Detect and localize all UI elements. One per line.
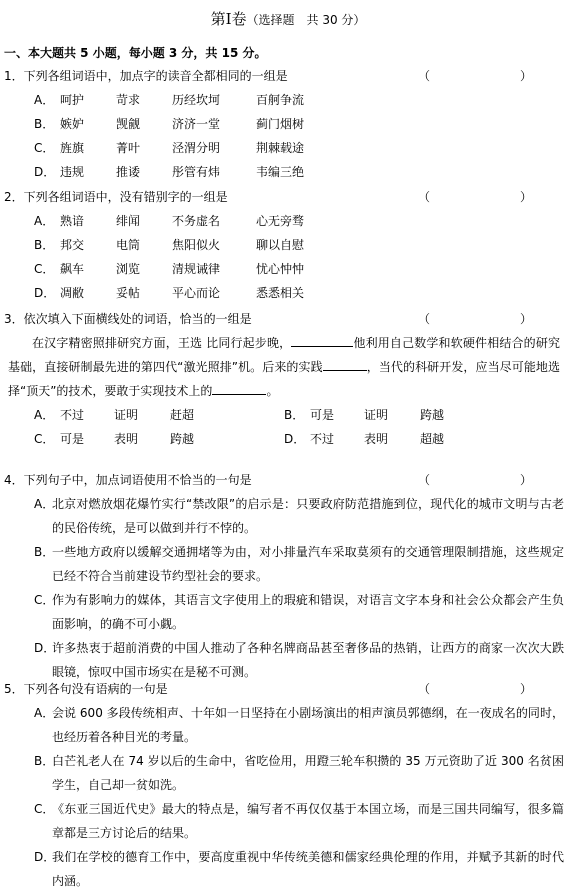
question-2 [4, 185, 564, 305]
option-word: 熟谙 [60, 214, 85, 228]
option-label: A． [34, 408, 55, 422]
fill-blank[interactable] [291, 332, 353, 347]
option-word: 忧心忡忡 [256, 262, 305, 276]
option-label: D． [34, 850, 56, 864]
page-title [0, 8, 576, 29]
option-text: 一些地方政府以缓解交通拥堵等为由，对小排量汽车采取莫须有的交通管理限制措施，这些规定已经不符合当前建设节约型社会的要求。 [52, 545, 564, 583]
option-word: 赶超 [170, 408, 195, 422]
option-word: 平心而论 [172, 286, 221, 300]
option-a[interactable] [4, 209, 564, 233]
option-word: 跨越 [420, 408, 445, 422]
option-word: 表明 [364, 432, 389, 446]
option-label: C． [34, 141, 55, 155]
answer-paren[interactable]: （ ） [417, 69, 554, 83]
option-word: 绯闻 [116, 214, 141, 228]
option-word: 韦编三绝 [256, 165, 305, 179]
option-word: 彤管有炜 [172, 165, 221, 179]
option-word: 苛求 [116, 93, 141, 107]
question-stem: 2．下列各组词语中，没有错别字的一组是 [4, 190, 228, 204]
option-text: 许多热衷于超前消费的中国人推动了各种名牌商品甚至奢侈品的热销，让西方的商家一次次大跌眼镜，惊叹中国市场实在是秘不可测。 [52, 641, 564, 679]
section-heading: 一、本大题共 5 小题，每小题 3 分，共 15 分。 [4, 46, 267, 60]
fill-blank[interactable] [212, 380, 266, 395]
option-label: A． [34, 214, 55, 228]
option-word: 历经坎坷 [172, 93, 221, 107]
option-word: 电筒 [116, 238, 141, 252]
option-row [4, 403, 564, 427]
option-word: 嫉妒 [60, 117, 85, 131]
option-label: D． [34, 641, 56, 655]
question-passage [4, 331, 564, 403]
option-word: 证明 [364, 408, 389, 422]
option-label: D． [34, 165, 56, 179]
passage-text: 在汉字精密照排研究方面，王选 比同行起步晚， [32, 336, 292, 350]
option-label: D． [34, 286, 56, 300]
option-b[interactable] [4, 233, 564, 257]
option-word: 不过 [60, 408, 85, 422]
option-a[interactable] [4, 88, 564, 112]
question-5 [4, 677, 564, 893]
option-row [4, 427, 564, 451]
question-stem: 1．下列各组词语中，加点字的读音全都相同的一组是 [4, 69, 288, 83]
option-word: 飙车 [60, 262, 85, 276]
option-c[interactable] [4, 257, 564, 281]
option-word: 邦交 [60, 238, 85, 252]
option-word: 跨越 [170, 432, 195, 446]
option-label: A． [34, 497, 55, 511]
option-text: 我们在学校的德育工作中，要高度重视中华传统美德和儒家经典伦理的作用，并赋予其新的时代内涵。 [52, 850, 564, 888]
option-word: 推诿 [116, 165, 141, 179]
question-stem: 3．依次填入下面横线处的词语，恰当的一组是 [4, 312, 252, 326]
option-word: 荆棘载途 [256, 141, 305, 155]
option-d[interactable] [4, 281, 564, 305]
answer-paren[interactable]: （ ） [417, 473, 554, 487]
option-a[interactable] [4, 701, 564, 749]
option-label: A． [34, 93, 55, 107]
option-word: 可是 [60, 432, 85, 446]
option-word: 凋敝 [60, 286, 85, 300]
option-c[interactable] [4, 588, 564, 636]
option-word: 妥帖 [116, 286, 141, 300]
option-word: 表明 [114, 432, 139, 446]
option-b[interactable] [4, 112, 564, 136]
option-label: B． [34, 238, 55, 252]
option-label: C． [34, 802, 55, 816]
option-word: 浏览 [116, 262, 141, 276]
question-stem: 4．下列句子中，加点词语使用不恰当的一句是 [4, 473, 252, 487]
option-text: 会说 600 多段传统相声、十年如一日坚持在小剧场演出的相声演员郭德纲，在一夜成名的同时，也经历着各种目光的考量。 [52, 706, 564, 744]
question-4 [4, 468, 564, 684]
option-c[interactable] [4, 136, 564, 160]
question-3 [4, 307, 564, 451]
answer-paren[interactable]: （ ） [417, 312, 554, 326]
answer-paren[interactable]: （ ） [417, 682, 554, 696]
answer-paren[interactable]: （ ） [417, 190, 554, 204]
option-text: 作为有影响力的媒体，其语言文字使用上的瑕疵和错误，对语言文字本身和社会公众都会产生负面影响，的确不可小觑。 [52, 593, 564, 631]
option-label: C． [34, 593, 55, 607]
option-text: 北京对燃放烟花爆竹实行“禁改限”的启示是：只要政府防范措施到位，现代化的城市文明与古老的民俗传统，是可以做到并行不悖的。 [52, 497, 564, 535]
option-d[interactable] [4, 845, 564, 893]
option-word: 呵护 [60, 93, 85, 107]
option-label: D． [284, 432, 306, 446]
option-label: B． [284, 408, 305, 422]
option-word: 可是 [310, 408, 335, 422]
option-word: 觊觎 [116, 117, 141, 131]
option-label: A． [34, 706, 55, 720]
option-word: 百舸争流 [256, 93, 305, 107]
passage-text: 他利用自己数学和软硬件相结合的研究基础，直接研制最先进的第四代“激光照排”机。后来的实践 [8, 336, 560, 374]
option-label: B． [34, 754, 55, 768]
title-text: 第Ⅰ卷 [210, 10, 247, 28]
option-word: 旌旗 [60, 141, 85, 155]
title-subtitle: （选择题 共 30 分） [246, 13, 366, 27]
option-b[interactable] [4, 540, 564, 588]
option-text: 白芒礼老人在 74 岁以后的生命中，省吃俭用，用蹬三轮车积攒的 35 万元资助了近 300 名贫困学生，自己却一贫如洗。 [52, 754, 564, 792]
option-text: 《东亚三国近代史》最大的特点是，编写者不再仅仅基于本国立场，而是三国共同编写，很多篇章都是三方讨论后的结果。 [52, 802, 564, 840]
option-label: B． [34, 117, 55, 131]
fill-blank[interactable] [323, 356, 367, 371]
option-label: C． [34, 262, 55, 276]
option-word: 聊以自慰 [256, 238, 305, 252]
option-word: 清规诫律 [172, 262, 221, 276]
option-word: 心无旁骛 [256, 214, 305, 228]
option-b[interactable] [4, 749, 564, 797]
option-word: 菁叶 [116, 141, 141, 155]
option-word: 悉悉相关 [256, 286, 305, 300]
option-word: 违规 [60, 165, 85, 179]
option-word: 不务虚名 [172, 214, 221, 228]
option-a[interactable] [4, 492, 564, 540]
option-c[interactable] [4, 797, 564, 845]
option-word: 蓟门烟树 [256, 117, 305, 131]
option-label: B． [34, 545, 55, 559]
option-word: 焦阳似火 [172, 238, 221, 252]
option-word: 泾渭分明 [172, 141, 221, 155]
option-word: 济济一堂 [172, 117, 221, 131]
passage-text: ，当代的科研开发，应当尽可能地选择“顶天”的技术，要敢于实现技术上的 [8, 360, 560, 398]
option-word: 证明 [114, 408, 139, 422]
option-d[interactable] [4, 160, 564, 184]
question-1 [4, 64, 564, 184]
passage-text: 。 [266, 384, 279, 398]
option-word: 超越 [420, 432, 445, 446]
option-label: C． [34, 432, 55, 446]
option-word: 不过 [310, 432, 335, 446]
question-stem: 5．下列各句没有语病的一句是 [4, 682, 168, 696]
